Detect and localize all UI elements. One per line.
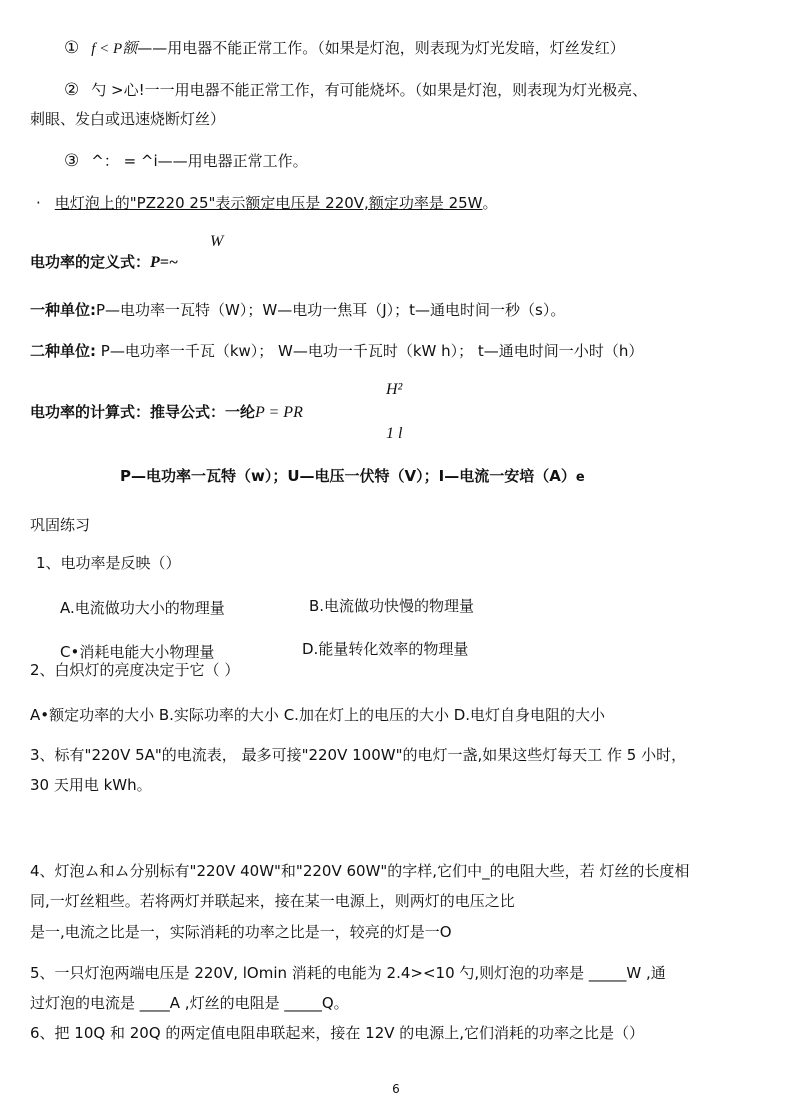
circled-number-1: ① <box>64 38 80 58</box>
definition-label: 电功率的定义式： <box>30 253 151 271</box>
calc-label: 电功率的计算式：推导公式：一纶 <box>30 403 256 421</box>
question-5-line-2: 过灯泡的电流是 ____A ,灯丝的电阻是 _____Q。 <box>30 994 349 1012</box>
item-1-text: ——用电器不能正常工作。（如果是灯泡，则表现为灯光发暗，灯丝发红） <box>137 39 625 57</box>
question-3-line-1: 3、标有"220V 5A"的电流表， 最多可接"220V 100W"的电灯一盏,如果这些灯每天工 作 5 小时， <box>30 746 687 764</box>
question-1: 1、电功率是反映（） <box>36 554 181 572</box>
bullet-mark: · <box>36 194 41 212</box>
definition-formula: P=~ <box>150 254 179 271</box>
calc-legend-end: e <box>575 470 585 485</box>
calc-legend <box>120 466 585 488</box>
units-2-label: 二种单位: <box>30 342 96 360</box>
calc-line <box>30 402 303 423</box>
page-number: 6 <box>392 1082 400 1096</box>
item-3-text: ^： = ^i——用电器正常工作。 <box>91 152 308 170</box>
question-2-options: A•额定功率的大小 B.实际功率的大小 C.加在灯上的电压的大小 D.电灯自身电阻的大小 <box>30 706 606 724</box>
bullet-line <box>36 193 498 213</box>
bullet-text: 电灯泡上的"PZ220 25"表示额定电压是 220V,额定功率是 25W <box>54 194 483 212</box>
circled-number-3: ③ <box>64 151 80 171</box>
item-2-text: 勺 >心!一一用电器不能正常工作，有可能烧坏。（如果是灯泡，则表现为灯光极亮、 <box>91 81 648 99</box>
question-4-line-2: 同,一灯丝粗些。若将两灯并联起来，接在某一电源上，则两灯的电压之比 <box>30 892 515 910</box>
units-2-text: P—电功率一千瓦（kw）； W—电功一千瓦时（kW h）； t—通电时间一小时（h） <box>96 342 644 360</box>
practice-heading: 巩固练习 <box>30 516 91 534</box>
question-2: 2、白炽灯的亮度决定于它（ ） <box>30 661 240 679</box>
units-line-1 <box>30 300 565 320</box>
question-1-option-a: A.电流做功大小的物理量 <box>60 599 225 617</box>
item-1 <box>64 38 625 59</box>
item-2-continued: 刺眼、发白或迅速烧断灯丝） <box>30 110 226 128</box>
circled-number-2: ② <box>64 80 80 100</box>
calc-under: 1 l <box>386 425 403 442</box>
units-1-text: P—电功率一瓦特（W）；W—电功一焦耳（J）；t—通电时间一秒（s）。 <box>96 301 566 319</box>
question-6: 6、把 10Q 和 20Q 的两定值电阻串联起来，接在 12V 的电源上,它们消耗的功率之比是（） <box>30 1024 645 1042</box>
question-1-option-b: B.电流做功快慢的物理量 <box>309 597 475 615</box>
item-1-formula: f < P额 <box>91 41 138 57</box>
calc-legend-text: P—电功率一瓦特（w）；U—电压一伏特（V）；I—电流一安培（A） <box>120 467 576 485</box>
question-3-line-2: 30 天用电 kWh。 <box>30 776 152 794</box>
item-2 <box>64 80 647 100</box>
question-4-line-3: 是一,电流之比是一，实际消耗的功率之比是一，较亮的灯是一O <box>30 923 452 941</box>
question-1-option-d: D.能量转化效率的物理量 <box>302 640 469 658</box>
units-1-label: 一种单位: <box>30 301 96 319</box>
bullet-end: 。 <box>482 194 498 212</box>
question-4-line-1: 4、灯泡ム和ム分别标有"220V 40W"和"220V 60W"的字样,它们中_的电阻大些，若 灯丝的长度相 <box>30 862 690 880</box>
calc-formula: P = PR <box>255 404 303 421</box>
definition-over: W <box>210 233 224 250</box>
calc-over: H² <box>386 381 403 398</box>
definition-line <box>30 252 178 273</box>
question-1-option-c: C•消耗电能大小物理量 <box>60 643 215 661</box>
question-5-line-1: 5、一只灯泡两端电压是 220V, lOmin 消耗的电能为 2.4><10 勺,则灯泡的功率是 _____W ,通 <box>30 964 666 982</box>
units-line-2 <box>30 341 643 361</box>
item-3 <box>64 151 308 171</box>
